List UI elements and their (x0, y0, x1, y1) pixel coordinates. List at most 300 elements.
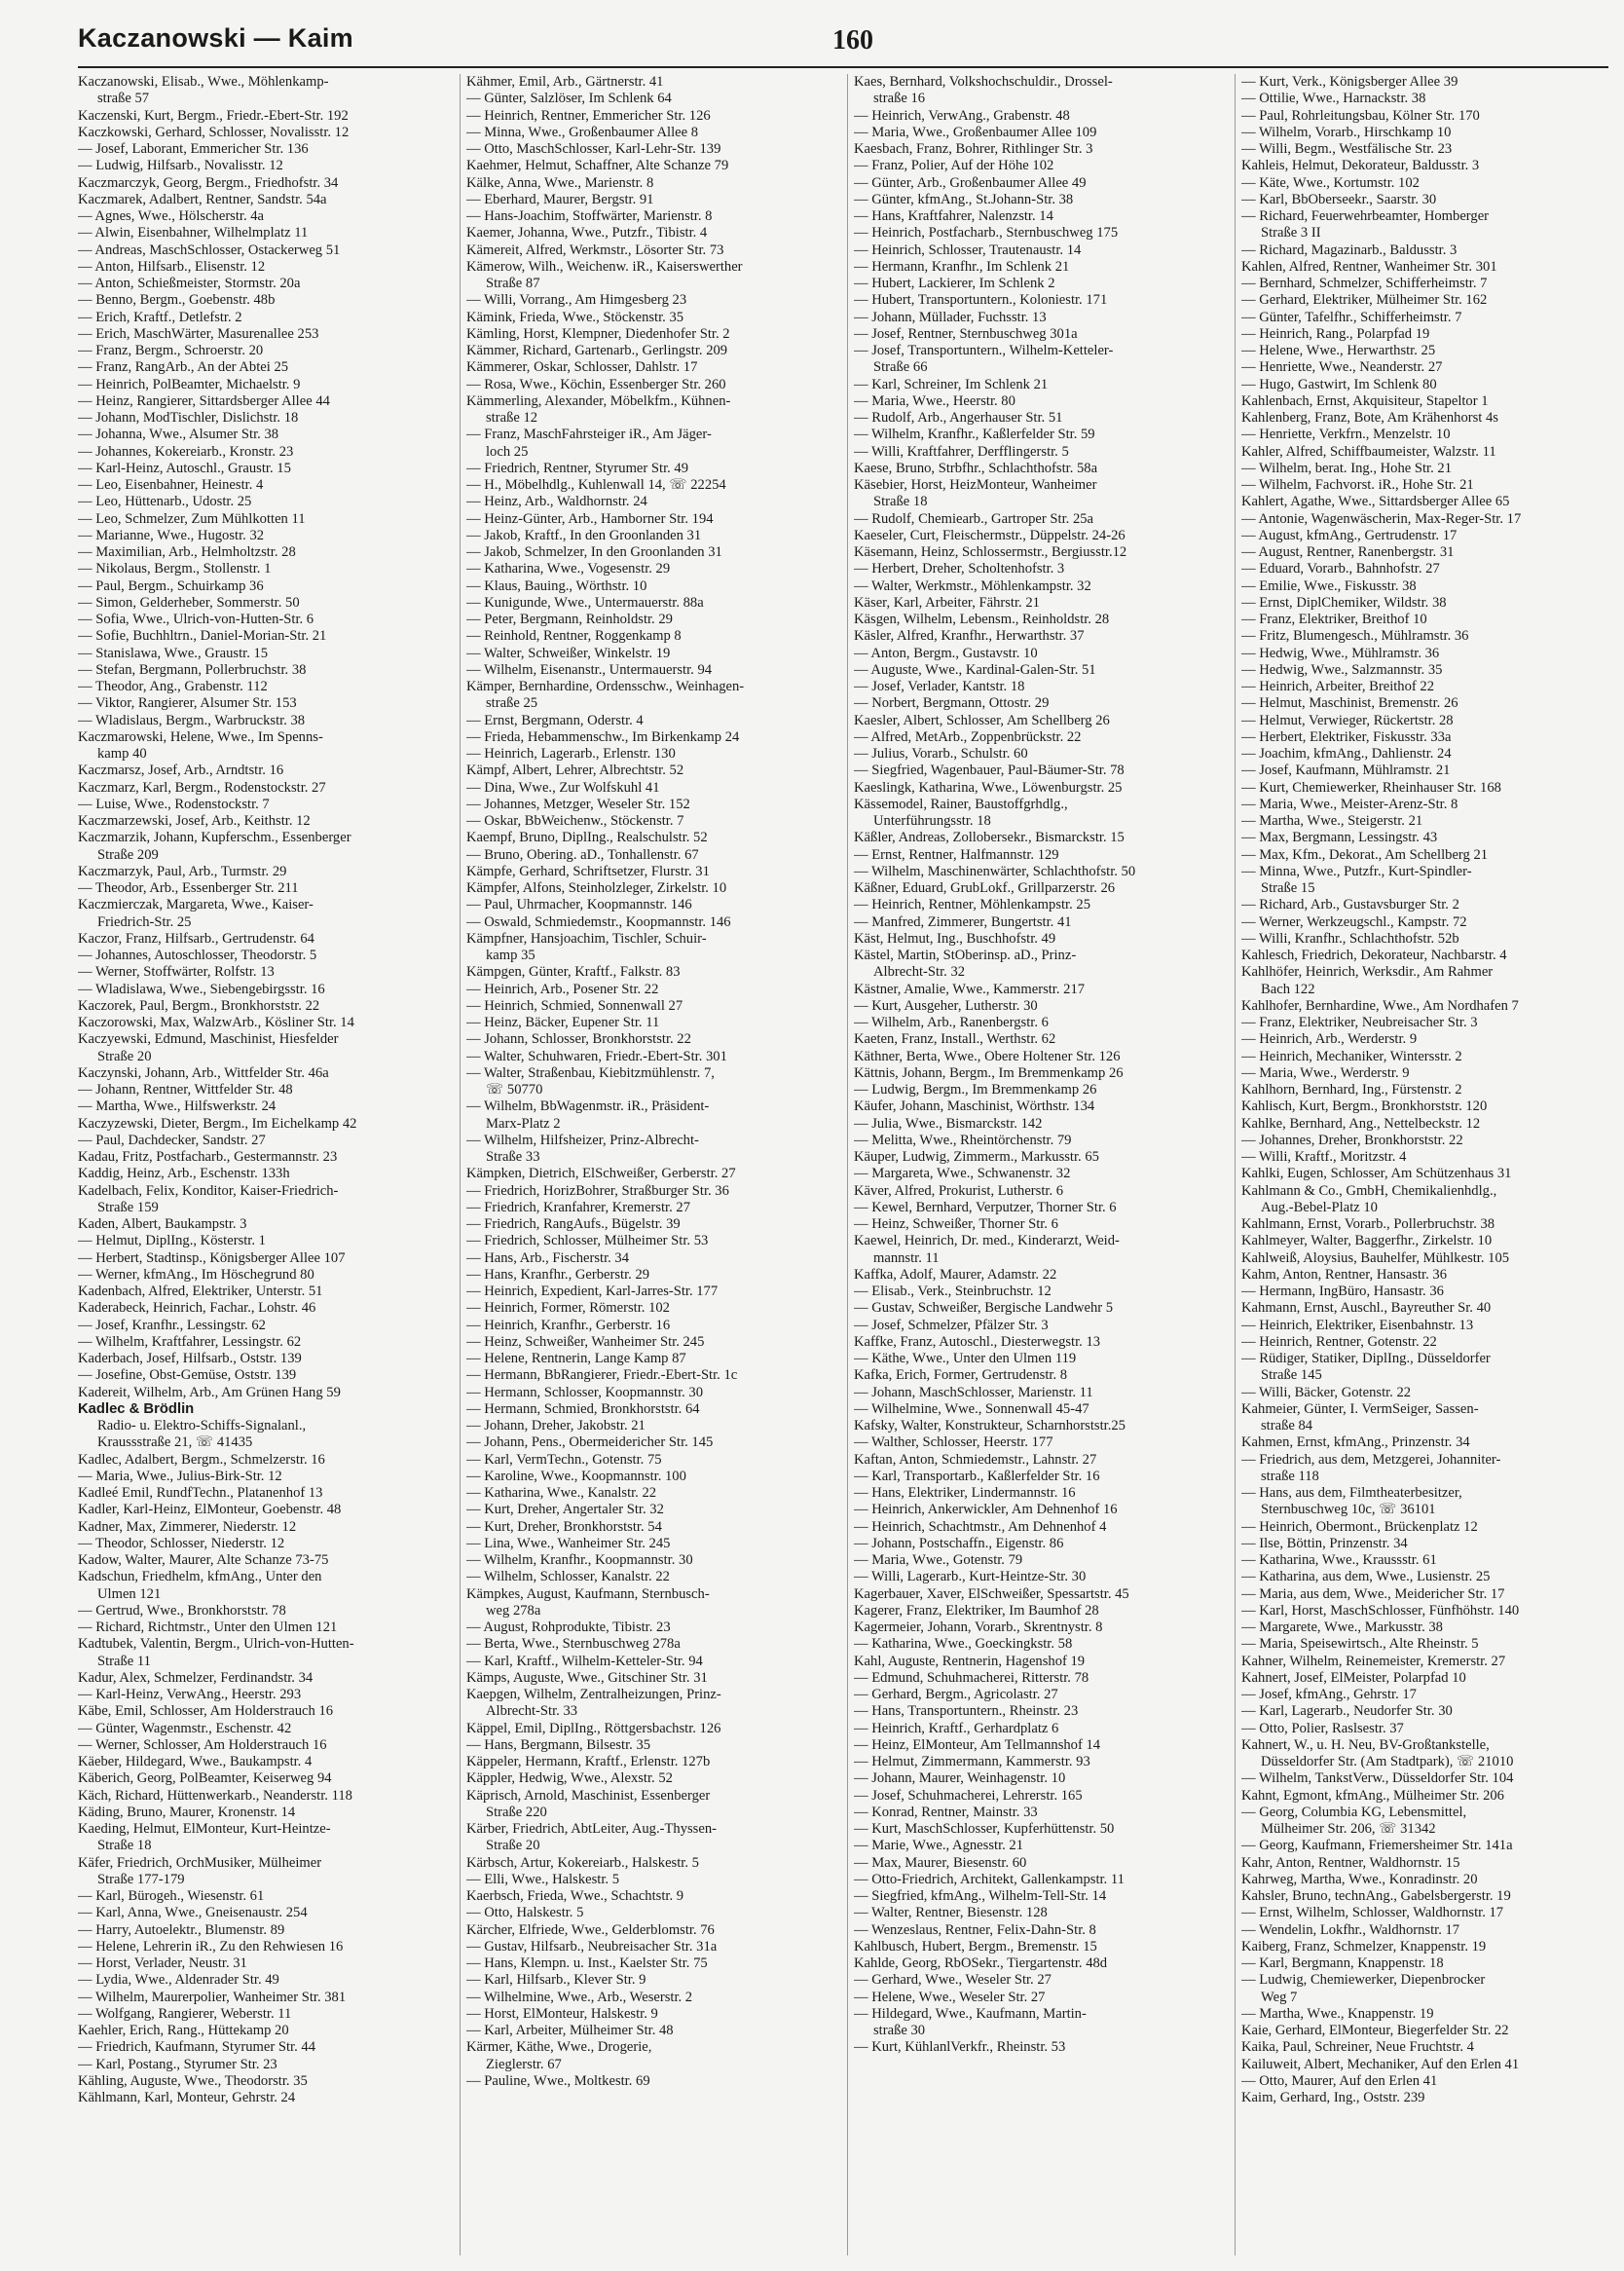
directory-entry: — Frieda, Hebammenschw., Im Birkenkamp 24 (466, 728, 740, 745)
directory-entry: — Rüdiger, Statiker, DiplIng., Düsseldorfer (1241, 1351, 1491, 1366)
directory-entry: Düsseldorfer Str. (Am Stadtpark), ☏ 21010 (1261, 1754, 1514, 1769)
directory-entry: Straße 177-179 (97, 1871, 185, 1887)
directory-entry: — Benno, Bergm., Goebenstr. 48b (78, 292, 276, 309)
directory-entry: — Karl, Bergmann, Knappenstr. 18 (1241, 1955, 1444, 1971)
directory-entry: — Walter, Rentner, Biesenstr. 128 (854, 1905, 1048, 1921)
directory-entry: Käst, Helmut, Ing., Buschhofstr. 49 (854, 930, 1056, 947)
directory-entry: — Erich, Kraftf., Detlefstr. 2 (78, 309, 242, 325)
directory-entry: — Werner, kfmAng., Im Höschegrund 80 (78, 1266, 314, 1283)
directory-entry: Kaczmarsz, Josef, Arb., Arndtstr. 16 (78, 763, 284, 779)
directory-entry: Straße 3 II (1261, 225, 1321, 242)
directory-entry: — Heinrich, PolBeamter, Michaelstr. 9 (78, 376, 301, 392)
directory-entry: Kahmeier, Günter, I. VermSeiger, Sassen- (1241, 1400, 1479, 1417)
directory-entry: Kaczor, Franz, Hilfsarb., Gertrudenstr. 64 (78, 930, 314, 947)
directory-entry: Kaddig, Heinz, Arb., Eschenstr. 133h (78, 1166, 290, 1182)
directory-entry: — Josefine, Obst-Gemüse, Oststr. 139 (78, 1367, 297, 1384)
directory-entry: Kaczmarzewski, Josef, Arb., Keithstr. 12 (78, 813, 311, 829)
directory-entry: Kämmerling, Alexander, Möbelkfm., Kühnen- (466, 392, 731, 409)
directory-entry: — Heinrich, Arb., Posener Str. 22 (466, 981, 659, 997)
directory-entry: Kaffke, Franz, Autoschl., Diesterwegstr. 13 (854, 1333, 1101, 1350)
directory-entry: Käfer, Friedrich, OrchMusiker, Mülheimer (78, 1854, 322, 1871)
directory-entry: — H., Möbelhdlg., Kuhlenwall 14, ☏ 22254 (466, 477, 726, 493)
directory-entry: — Marie, Wwe., Agnesstr. 21 (854, 1838, 1024, 1854)
directory-entry: — Max, Kfm., Dekorat., Am Schellberg 21 (1241, 846, 1489, 863)
directory-entry: — Helene, Wwe., Weseler Str. 27 (854, 1989, 1046, 2005)
directory-entry: — Maria, Wwe., Meister-Arenz-Str. 8 (1241, 796, 1458, 812)
directory-entry: — Werner, Werkzeugschl., Kampstr. 72 (1241, 913, 1467, 930)
directory-entry: ☏ 50770 (486, 1082, 543, 1098)
directory-entry: Kahl, Auguste, Rentnerin, Hagenshof 19 (854, 1653, 1086, 1669)
directory-entry: — Klaus, Bauing., Wörthstr. 10 (466, 577, 647, 594)
directory-entry: Straße 66 (873, 359, 928, 376)
directory-entry: — Ludwig, Hilfsarb., Novalisstr. 12 (78, 158, 283, 174)
directory-entry: — August, kfmAng., Gertrudenstr. 17 (1241, 527, 1458, 543)
directory-entry: — Helene, Lehrerin iR., Zu den Rehwiesen 16 (78, 1938, 344, 1955)
directory-entry: Kärmer, Käthe, Wwe., Drogerie, (466, 2039, 652, 2056)
directory-entry: Straße 145 (1261, 1367, 1322, 1384)
directory-entry: — Josef, Laborant, Emmericher Str. 136 (78, 141, 309, 157)
directory-entry: — Harry, Autoelektr., Blumenstr. 89 (78, 1921, 285, 1938)
directory-entry: Straße 18 (873, 494, 928, 510)
directory-entry: — Joachim, kfmAng., Dahlienstr. 24 (1241, 746, 1452, 762)
directory-entry: Kadler, Karl-Heinz, ElMonteur, Goebenstr. 48 (78, 1502, 342, 1518)
directory-entry: weg 278a (486, 1602, 541, 1619)
directory-entry: Kaeseler, Curt, Fleischermstr., Düppelstr. 24-26 (854, 527, 1126, 543)
directory-entry: — Heinrich, VerwAng., Grabenstr. 48 (854, 107, 1070, 124)
directory-entry: Kahrweg, Martha, Wwe., Konradinstr. 20 (1241, 1871, 1478, 1887)
directory-entry: — Hedwig, Wwe., Mühlramstr. 36 (1241, 645, 1440, 661)
directory-entry: Kaden, Albert, Baukampstr. 3 (78, 1216, 247, 1232)
directory-entry: Radio- u. Elektro-Schiffs-Signalanl., (97, 1418, 307, 1433)
directory-entry: — Kurt, MaschSchlosser, Kupferhüttenstr. 50 (854, 1821, 1115, 1837)
directory-entry: Käprisch, Arnold, Maschinist, Essenberger (466, 1787, 711, 1804)
directory-entry: — Karl, Transportarb., Kaßlerfelder Str. 16 (854, 1468, 1100, 1484)
directory-entry: Kämling, Horst, Klempner, Diedenhofer Str. 2 (466, 325, 730, 342)
directory-entry: — Wilhelm, Kraftfahrer, Lessingstr. 62 (78, 1333, 302, 1350)
directory-entry: Kahlisch, Kurt, Bergm., Bronkhorststr. 120 (1241, 1098, 1488, 1115)
directory-entry: kamp 35 (486, 948, 535, 963)
directory-entry: Kaczmarek, Adalbert, Rentner, Sandstr. 54a (78, 191, 327, 207)
directory-entry: — Hans, Kranfhr., Gerberstr. 29 (466, 1266, 650, 1283)
directory-entry: — Hedwig, Wwe., Salzmannstr. 35 (1241, 661, 1443, 678)
directory-entry: — Wilhelm, TankstVerw., Düsseldorfer Str. 104 (1241, 1770, 1514, 1787)
directory-entry: — Ernst, Wilhelm, Schlosser, Waldhornstr. 17 (1241, 1905, 1504, 1921)
directory-entry: Kaczanowski, Elisab., Wwe., Möhlenkamp- (78, 74, 329, 90)
directory-entry: — Maria, Wwe., Heerstr. 80 (854, 392, 1015, 409)
directory-entry: Kahlki, Eugen, Schlosser, Am Schützenhaus 31 (1241, 1166, 1512, 1182)
directory-entry: — Heinrich, Former, Römerstr. 102 (466, 1300, 670, 1317)
directory-entry: — Julius, Vorarb., Schulstr. 60 (854, 746, 1028, 762)
directory-entry: — Wilhelm, Kranfhr., Koopmannstr. 30 (466, 1552, 693, 1568)
directory-entry: Kahlenberg, Franz, Bote, Am Krähenhorst 4s (1241, 410, 1498, 426)
directory-entry: — Wilhelm, Fachvorst. iR., Hohe Str. 21 (1241, 477, 1474, 493)
directory-entry: — Theodor, Arb., Essenberger Str. 211 (78, 880, 299, 896)
directory-entry: — Wilhelm, Vorarb., Hirschkamp 10 (1241, 124, 1452, 140)
directory-entry: Kättnis, Johann, Bergm., Im Bremmenkamp 26 (854, 1064, 1124, 1081)
directory-entry: — Hans, Arb., Fischerstr. 34 (466, 1249, 630, 1266)
directory-entry: Käsebier, Horst, HeizMonteur, Wanheimer (854, 477, 1097, 493)
directory-entry: — Hermann, IngBüro, Hansastr. 36 (1241, 1284, 1444, 1299)
directory-entry: Kärcher, Elfriede, Wwe., Gelderblomstr. 76 (466, 1921, 715, 1938)
page-number: 160 (832, 25, 873, 56)
directory-entry: Marx-Platz 2 (486, 1115, 561, 1132)
directory-entry: — Helmut, Verwieger, Rückertstr. 28 (1241, 712, 1454, 728)
directory-entry: — Wilhelm, Schlosser, Kanalstr. 22 (466, 1569, 670, 1585)
directory-entry: Kahlweiß, Aloysius, Bauhelfer, Mühlkestr. 105 (1241, 1249, 1510, 1266)
directory-entry: — Kewel, Bernhard, Verputzer, Thorner Str. 6 (854, 1199, 1117, 1215)
directory-entry: — Leo, Eisenbahner, Heinestr. 4 (78, 477, 264, 493)
directory-entry: Kästner, Amalie, Wwe., Kammerstr. 217 (854, 981, 1086, 997)
directory-entry: Kahnt, Egmont, kfmAng., Mülheimer Str. 206 (1241, 1787, 1504, 1804)
directory-entry: Kämmerer, Oskar, Schlosser, Dahlstr. 17 (466, 359, 698, 376)
directory-entry: Kadelbach, Felix, Konditor, Kaiser-Friedrich- (78, 1182, 339, 1199)
directory-entry: — Kurt, Dreher, Angertaler Str. 32 (466, 1502, 664, 1518)
directory-entry: — Marianne, Wwe., Hugostr. 32 (78, 527, 265, 543)
directory-entry: Käch, Richard, Hüttenwerkarb., Neanderstr. 118 (78, 1787, 352, 1804)
directory-entry: Zieglerstr. 67 (486, 2056, 562, 2072)
directory-entry: — Friedrich, Schlosser, Mülheimer Str. 53 (466, 1233, 709, 1249)
directory-entry: — Franz, Polier, Auf der Höhe 102 (854, 158, 1054, 174)
directory-entry: Kahlke, Bernhard, Ang., Nettelbeckstr. 12 (1241, 1115, 1481, 1132)
directory-entry: — Erich, MaschWärter, Masurenallee 253 (78, 325, 319, 342)
directory-entry: — Richard, Feuerwehrbeamter, Homberger (1241, 208, 1490, 224)
directory-entry: — Jakob, Kraftf., In den Groonlanden 31 (466, 527, 702, 543)
directory-entry: — Heinrich, Postfacharb., Sternbuschweg 175 (854, 225, 1119, 242)
directory-entry: Kahlert, Agathe, Wwe., Sittardsberger Allee 65 (1241, 494, 1510, 510)
directory-entry: — Hans, Klempn. u. Inst., Kaelster Str. 75 (466, 1955, 708, 1971)
directory-entry: — Karl, Horst, MaschSchlosser, Fünfhöhstr. 140 (1241, 1602, 1520, 1619)
directory-entry: — Hermann, Kranfhr., Im Schlenk 21 (854, 258, 1070, 275)
directory-entry: — Wilhelmine, Wwe., Arb., Weserstr. 2 (466, 1989, 693, 2005)
directory-entry: — Karl, Anna, Wwe., Gneisenaustr. 254 (78, 1905, 308, 1921)
directory-entry: Kaesler, Albert, Schlosser, Am Schellberg 26 (854, 712, 1110, 728)
directory-entry: Kaczmarzyk, Paul, Arb., Turmstr. 29 (78, 863, 287, 879)
directory-entry: Kähmer, Emil, Arb., Gärtnerstr. 41 (466, 74, 664, 90)
directory-entry: Straße 11 (97, 1653, 151, 1669)
directory-entry: Kadau, Fritz, Postfacharb., Gestermannstr. 23 (78, 1149, 338, 1165)
directory-entry: Friedrich-Str. 25 (97, 913, 192, 930)
directory-entry: — Johannes, Autoschlosser, Theodorstr. 5 (78, 948, 317, 963)
directory-entry: — Siegfried, Wagenbauer, Paul-Bäumer-Str. 78 (854, 763, 1125, 779)
directory-entry: — Josef, Verlader, Kantstr. 18 (854, 679, 1025, 694)
directory-entry: — Hans, Elektriker, Lindermannstr. 16 (854, 1485, 1076, 1501)
directory-entry: — Wenzeslaus, Rentner, Felix-Dahn-Str. 8 (854, 1921, 1096, 1938)
directory-entry: Straße 18 (97, 1838, 152, 1854)
directory-entry: Kaczyewski, Edmund, Maschinist, Hiesfelder (78, 1031, 339, 1048)
directory-entry: mannstr. 11 (873, 1249, 940, 1266)
directory-entry: — Walter, Schuhwaren, Friedr.-Ebert-Str. 301 (466, 1048, 727, 1064)
directory-entry: — Johann, Schlosser, Bronkhorststr. 22 (466, 1031, 691, 1048)
column-4 (1235, 74, 1609, 2255)
directory-entry: — Günter, kfmAng., St.Johann-Str. 38 (854, 191, 1074, 207)
directory-entry: Kagerbauer, Xaver, ElSchweißer, Spessartstr. 45 (854, 1585, 1129, 1602)
directory-entry: — Horst, Verlader, Neustr. 31 (78, 1955, 247, 1971)
directory-entry: — Manfred, Zimmerer, Bungertstr. 41 (854, 913, 1072, 930)
directory-entry: Käppler, Hedwig, Wwe., Alexstr. 52 (466, 1770, 673, 1787)
directory-entry: Kästel, Martin, StOberinsp. aD., Prinz- (854, 948, 1077, 963)
directory-entry: — Kurt, KühlanlVerkfr., Rheinstr. 53 (854, 2039, 1066, 2056)
directory-entry: Kadleé Emil, RundfTechn., Platanenhof 13 (78, 1485, 323, 1501)
directory-entry: — Josef, Transportuntern., Wilhelm-Ketteler- (854, 343, 1114, 358)
directory-entry: — Hubert, Lackierer, Im Schlenk 2 (854, 276, 1055, 291)
directory-entry: kamp 40 (97, 746, 147, 762)
directory-entry: — Karl, Schreiner, Im Schlenk 21 (854, 376, 1049, 392)
directory-entry: — Kurt, Ausgeher, Lutherstr. 30 (854, 997, 1038, 1014)
directory-entry: — Viktor, Rangierer, Alsumer Str. 153 (78, 695, 297, 712)
directory-entry: Kahlmann & Co., GmbH, Chemikalienhdlg., (1241, 1182, 1497, 1199)
directory-entry: — Kurt, Verk., Königsberger Allee 39 (1241, 74, 1458, 90)
directory-entry: Straße 159 (97, 1199, 159, 1215)
directory-entry: — Otto, Maurer, Auf den Erlen 41 (1241, 2072, 1438, 2089)
directory-entry: — Otto, Halskestr. 5 (466, 1905, 584, 1921)
directory-entry: — Walter, Werkmstr., Möhlenkampstr. 32 (854, 577, 1091, 594)
directory-entry: — Karl, Lagerarb., Neudorfer Str. 30 (1241, 1703, 1453, 1720)
directory-entry: — Maria, Wwe., Großenbaumer Allee 109 (854, 124, 1097, 140)
directory-entry: — Minna, Wwe., Großenbaumer Allee 8 (466, 124, 699, 140)
directory-entry: — Josef, Schmelzer, Pfälzer Str. 3 (854, 1317, 1049, 1333)
directory-entry: — Richard, Arb., Gustavsburger Str. 2 (1241, 897, 1459, 913)
directory-entry: — Heinz, Schweißer, Thorner Str. 6 (854, 1216, 1058, 1232)
directory-entry: Straße 20 (486, 1838, 540, 1854)
directory-entry: — Karl-Heinz, VerwAng., Heerstr. 293 (78, 1687, 302, 1702)
directory-entry: Käsemann, Heinz, Schlossermstr., Bergiusstr.12 (854, 544, 1127, 560)
directory-entry: — Willi, Begm., Westfälische Str. 23 (1241, 141, 1453, 157)
directory-entry: Kaeslingk, Katharina, Wwe., Löwenburgstr. 25 (854, 779, 1123, 796)
directory-entry: Mülheimer Str. 206, ☏ 31342 (1261, 1821, 1436, 1837)
directory-entry: — Heinrich, Ankerwickler, Am Dehnenhof 16 (854, 1502, 1118, 1518)
directory-entry: — Heinz, Bäcker, Eupener Str. 11 (466, 1015, 660, 1030)
directory-entry: — Heinz, Arb., Waldhornstr. 24 (466, 494, 647, 510)
directory-entry: — Ludwig, Chemiewerker, Diepenbrocker (1241, 1972, 1486, 1989)
column-2 (460, 74, 829, 2255)
directory-entry: Kaes, Bernhard, Volkshochschuldir., Drossel- (854, 74, 1113, 90)
directory-entry: — Wladislawa, Wwe., Siebengebirgsstr. 16 (78, 981, 325, 997)
directory-entry: — Hildegard, Wwe., Kaufmann, Martin- (854, 2005, 1087, 2022)
directory-entry: — Eberhard, Maurer, Bergstr. 91 (466, 191, 654, 207)
directory-entry: — Heinz, ElMonteur, Am Tellmannshof 14 (854, 1736, 1101, 1753)
directory-entry: Kadlec, Adalbert, Bergm., Schmelzerstr. 16 (78, 1451, 325, 1468)
directory-entry: Kämps, Auguste, Wwe., Gitschiner Str. 31 (466, 1669, 708, 1686)
directory-entry: — Johann, MaschSchlosser, Marienstr. 11 (854, 1384, 1093, 1400)
running-head: Kaczanowski — Kaim (78, 23, 353, 53)
directory-entry: — Karl, Bürogeh., Wiesenstr. 61 (78, 1888, 265, 1904)
directory-entry: — Karl-Heinz, Autoschl., Graustr. 15 (78, 460, 291, 476)
directory-entry: Kagerer, Franz, Elektriker, Im Baumhof 28 (854, 1602, 1099, 1619)
directory-entry: Kaftan, Anton, Schmiedemstr., Lahnstr. 27 (854, 1451, 1097, 1468)
directory-entry: Straße 33 (486, 1149, 540, 1165)
directory-entry: — Georg, Kaufmann, Friemersheimer Str. 141a (1241, 1838, 1513, 1854)
directory-entry: — Johann, Pens., Obermeidericher Str. 145 (466, 1434, 714, 1451)
directory-entry: Kafka, Erich, Former, Gertrudenstr. 8 (854, 1367, 1068, 1384)
directory-entry: Kahm, Anton, Rentner, Hansastr. 36 (1241, 1266, 1447, 1283)
directory-entry: Kaewel, Heinrich, Dr. med., Kinderarzt, Weid- (854, 1233, 1120, 1249)
directory-entry: Kaczorowski, Max, WalzwArb., Kösliner Str. 14 (78, 1015, 354, 1030)
directory-entry: — Heinrich, Kraftf., Gerhardplatz 6 (854, 1720, 1059, 1736)
directory-entry: Käser, Karl, Arbeiter, Fährstr. 21 (854, 594, 1040, 611)
directory-entry: — Paul, Rohrleitungsbau, Kölner Str. 170 (1241, 107, 1480, 124)
directory-entry: — Melitta, Wwe., Rheintörchenstr. 79 (854, 1132, 1072, 1148)
directory-entry: — Franz, MaschFahrsteiger iR., Am Jäger- (466, 427, 712, 443)
directory-entry: — Johannes, Kokereiarb., Kronstr. 23 (78, 443, 294, 460)
directory-entry: — Josef, kfmAng., Gehrstr. 17 (1241, 1687, 1417, 1702)
directory-entry: — Hans-Joachim, Stoffwärter, Marienstr. 8 (466, 208, 713, 224)
directory-entry: — Fritz, Blumengesch., Mühlramstr. 36 (1241, 628, 1469, 645)
directory-entry: — Helmut, Maschinist, Bremenstr. 26 (1241, 695, 1458, 712)
directory-entry: — Anton, Schießmeister, Stormstr. 20a (78, 276, 301, 291)
directory-entry: — Hermann, BbRangierer, Friedr.-Ebert-Str. 1c (466, 1367, 738, 1384)
directory-entry: straße 118 (1261, 1468, 1319, 1484)
directory-entry: — Paul, Uhrmacher, Koopmannstr. 146 (466, 897, 692, 913)
directory-entry: — Herbert, Stadtinsp., Königsberger Allee 107 (78, 1249, 346, 1266)
directory-entry: — Katharina, Wwe., Goeckingkstr. 58 (854, 1636, 1073, 1653)
directory-entry: — Heinrich, Schlosser, Trautenaustr. 14 (854, 242, 1082, 258)
directory-entry: — Josef, Schuhmacherei, Lehrerstr. 165 (854, 1787, 1083, 1804)
directory-entry: Kadner, Max, Zimmerer, Niederstr. 12 (78, 1518, 297, 1535)
directory-entry: — Johann, Maurer, Weinhagenstr. 10 (854, 1770, 1066, 1787)
directory-entry: Kahlmeyer, Walter, Baggerfhr., Zirkelstr. 10 (1241, 1233, 1493, 1249)
directory-columns (78, 74, 1608, 2260)
directory-entry: — Kurt, Chemiewerker, Rheinhauser Str. 168 (1241, 779, 1501, 796)
directory-entry: — Franz, Elektriker, Breithof 10 (1241, 612, 1427, 627)
directory-entry: — Heinrich, Arb., Werderstr. 9 (1241, 1031, 1418, 1048)
directory-entry: Bach 122 (1261, 981, 1315, 997)
directory-entry: — Stanislawa, Wwe., Graustr. 15 (78, 645, 269, 661)
directory-entry: Kaeding, Helmut, ElMonteur, Kurt-Heintze- (78, 1821, 331, 1837)
directory-entry: — Stefan, Bergmann, Pollerbruchstr. 38 (78, 661, 307, 678)
directory-entry: — Helene, Rentnerin, Lange Kamp 87 (466, 1351, 686, 1366)
directory-entry: Kaczmarowski, Helene, Wwe., Im Spenns- (78, 728, 323, 745)
directory-entry: — Josef, Rentner, Sternbuschweg 301a (854, 325, 1078, 342)
directory-entry: — Hans, Transportuntern., Rheinstr. 23 (854, 1703, 1079, 1720)
directory-entry: — Margareta, Wwe., Schwanenstr. 32 (854, 1166, 1071, 1182)
directory-entry: — Alwin, Eisenbahner, Wilhelmplatz 11 (78, 225, 309, 242)
directory-entry: Käver, Alfred, Prokurist, Lutherstr. 6 (854, 1182, 1064, 1199)
directory-entry: Kaepgen, Wilhelm, Zentralheizungen, Prinz- (466, 1687, 721, 1702)
directory-entry: — Wilhelm, berat. Ing., Hohe Str. 21 (1241, 460, 1452, 476)
directory-entry: — Bernhard, Schmelzer, Schifferheimstr. 7 (1241, 276, 1488, 291)
directory-entry: — Franz, RangArb., An der Abtei 25 (78, 359, 289, 376)
directory-entry: — Heinrich, Rentner, Emmericher Str. 126 (466, 107, 711, 124)
directory-entry: Kässemodel, Rainer, Baustoffgrhdlg., (854, 796, 1068, 812)
directory-entry: — Elli, Wwe., Halskestr. 5 (466, 1871, 619, 1887)
directory-entry: — Otto-Friedrich, Architekt, Gallenkampstr. 11 (854, 1871, 1125, 1887)
directory-entry: Kahlde, Georg, RbOSekr., Tiergartenstr. 48d (854, 1955, 1108, 1971)
directory-entry: — Otto, Polier, Raslsestr. 37 (1241, 1720, 1404, 1736)
directory-entry: straße 16 (873, 91, 926, 107)
directory-entry: Kählmann, Karl, Monteur, Gehrstr. 24 (78, 2090, 296, 2105)
directory-entry: — Hermann, Schmied, Bronkhorststr. 64 (466, 1400, 700, 1417)
directory-entry: — Gertrud, Wwe., Bronkhorststr. 78 (78, 1602, 286, 1619)
directory-entry: Kadur, Alex, Schmelzer, Ferdinandstr. 34 (78, 1669, 314, 1686)
directory-entry: — Theodor, Ang., Grabenstr. 112 (78, 679, 268, 694)
directory-entry: Käeber, Hildegard, Wwe., Baukampstr. 4 (78, 1754, 313, 1769)
directory-entry: — Heinrich, Lagerarb., Erlenstr. 130 (466, 746, 676, 762)
directory-entry: — Agnes, Wwe., Hölscherstr. 4a (78, 208, 265, 224)
directory-entry: — Ernst, Bergmann, Oderstr. 4 (466, 712, 644, 728)
directory-entry: — Herbert, Elektriker, Fiskusstr. 33a (1241, 728, 1452, 745)
directory-entry: — Pauline, Wwe., Moltkestr. 69 (466, 2072, 650, 2089)
directory-entry: — Ottilie, Wwe., Harnackstr. 38 (1241, 91, 1426, 107)
directory-entry: — Hugo, Gastwirt, Im Schlenk 80 (1241, 376, 1437, 392)
directory-entry: — Heinrich, Arbeiter, Breithof 22 (1241, 679, 1434, 694)
directory-entry: Kaiberg, Franz, Schmelzer, Knappenstr. 19 (1241, 1938, 1487, 1955)
directory-entry: — Sofia, Wwe., Ulrich-von-Hutten-Str. 6 (78, 612, 314, 627)
directory-entry: Kailuweit, Albert, Mechaniker, Auf den Erlen 41 (1241, 2056, 1520, 2072)
directory-entry: — Richard, Richtmstr., Unter den Ulmen 121 (78, 1619, 338, 1635)
directory-entry: — Johann, Postschaffn., Eigenstr. 86 (854, 1535, 1064, 1551)
directory-entry: Käsgen, Wilhelm, Lebensm., Reinholdstr. 28 (854, 612, 1110, 627)
directory-entry: Kämereit, Alfred, Werkmstr., Lösorter Str. 73 (466, 242, 724, 258)
directory-entry: — Lina, Wwe., Wanheimer Str. 245 (466, 1535, 671, 1551)
directory-entry: Straße 209 (97, 846, 159, 863)
directory-entry: — Kurt, Dreher, Bronkhorststr. 54 (466, 1518, 662, 1535)
directory-entry: Kaderabeck, Heinrich, Fachar., Lohstr. 46 (78, 1300, 316, 1317)
directory-entry: Kafsky, Walter, Konstrukteur, Scharnhorststr.25 (854, 1418, 1126, 1433)
directory-entry: — Karl, BbOberseekr., Saarstr. 30 (1241, 191, 1437, 207)
directory-entry: Käufer, Johann, Maschinist, Wörthstr. 134 (854, 1098, 1095, 1115)
directory-entry: Straße 220 (486, 1804, 547, 1820)
directory-entry: — Julia, Wwe., Bismarckstr. 142 (854, 1115, 1043, 1132)
directory-entry: — Willi, Lagerarb., Kurt-Heintze-Str. 30 (854, 1569, 1087, 1585)
directory-entry: — Friedrich, Kaufmann, Styrumer Str. 44 (78, 2039, 316, 2056)
directory-entry: — Berta, Wwe., Sternbuschweg 278a (466, 1636, 681, 1653)
directory-entry: Kahlesch, Friedrich, Dekorateur, Nachbarstr. 4 (1241, 948, 1507, 963)
directory-entry: straße 30 (873, 2023, 926, 2038)
directory-entry: — Günter, Wagenmstr., Eschenstr. 42 (78, 1720, 292, 1736)
directory-entry: — August, Rentner, Ranenbergstr. 31 (1241, 544, 1455, 560)
directory-entry: — Wilhelm, Arb., Ranenbergstr. 6 (854, 1015, 1049, 1030)
directory-entry: — Maria, Wwe., Gotenstr. 79 (854, 1552, 1023, 1568)
directory-entry: Kaie, Gerhard, ElMonteur, Biegerfelder Str. 22 (1241, 2023, 1509, 2038)
directory-entry: — Leo, Hüttenarb., Udostr. 25 (78, 494, 252, 510)
directory-entry: — Heinrich, Schachtmstr., Am Dehnenhof 4 (854, 1518, 1107, 1535)
directory-entry: — Ludwig, Bergm., Im Bremmenkamp 26 (854, 1082, 1097, 1098)
directory-entry: — Ernst, Rentner, Halfmannstr. 129 (854, 846, 1059, 863)
directory-entry: Kaczmarz, Karl, Bergm., Rodenstockstr. 27 (78, 779, 326, 796)
directory-entry: Käßner, Eduard, GrubLokf., Grillparzerstr. 26 (854, 880, 1116, 896)
directory-entry: — Auguste, Wwe., Kardinal-Galen-Str. 51 (854, 661, 1096, 678)
directory-entry: Kraussstraße 21, ☏ 41435 (97, 1434, 253, 1451)
directory-entry: — Karl, Kraftf., Wilhelm-Ketteler-Str. 94 (466, 1653, 703, 1669)
directory-entry: Kaim, Gerhard, Ing., Oststr. 239 (1241, 2090, 1425, 2105)
directory-entry: Kaczmarzik, Johann, Kupferschm., Essenberger (78, 830, 351, 846)
directory-entry: Kahlhorn, Bernhard, Ing., Fürstenstr. 2 (1241, 1082, 1462, 1098)
directory-entry: — Alfred, MetArb., Zoppenbrückstr. 22 (854, 728, 1082, 745)
directory-entry: Kahnert, Josef, ElMeister, Polarpfad 10 (1241, 1669, 1466, 1686)
directory-entry: — Anton, Bergm., Gustavstr. 10 (854, 645, 1038, 661)
directory-entry: — Antonie, Wagenwäscherin, Max-Reger-Str. 17 (1241, 510, 1522, 527)
directory-entry: Käding, Bruno, Maurer, Kronenstr. 14 (78, 1804, 296, 1820)
directory-entry: — Helmut, DiplIng., Kösterstr. 1 (78, 1233, 266, 1249)
directory-entry: — Katharina, Wwe., Kraussstr. 61 (1241, 1552, 1437, 1568)
directory-entry: — Willi, Kraftfahrer, Derfflingerstr. 5 (854, 443, 1069, 460)
directory-entry: — Walter, Schweißer, Winkelstr. 19 (466, 645, 671, 661)
directory-entry: Kämpkes, August, Kaufmann, Sternbusch- (466, 1585, 710, 1602)
directory-entry: — Karl, VermTechn., Gotenstr. 75 (466, 1451, 662, 1468)
directory-entry: Kälke, Anna, Wwe., Marienstr. 8 (466, 174, 654, 191)
directory-entry: Kahlhöfer, Heinrich, Werksdir., Am Rahmer (1241, 964, 1494, 981)
directory-entry: — Gerhard, Elektriker, Mülheimer Str. 162 (1241, 292, 1488, 309)
directory-entry: — Richard, Magazinarb., Baldusstr. 3 (1241, 242, 1458, 258)
directory-entry: — Willi, Vorrang., Am Himgesberg 23 (466, 292, 687, 309)
directory-entry: — Martha, Wwe., Hilfswerkstr. 24 (78, 1098, 277, 1115)
directory-entry: — Johann, Rentner, Wittfelder Str. 48 (78, 1082, 293, 1098)
directory-entry: Käthner, Berta, Wwe., Obere Holtener Str. 126 (854, 1048, 1121, 1064)
directory-entry: — Werner, Schlosser, Am Holderstrauch 16 (78, 1736, 327, 1753)
directory-entry: Kagermeier, Johann, Vorarb., Skrentnystr. 8 (854, 1619, 1103, 1635)
directory-entry: Kaczorek, Paul, Bergm., Bronkhorststr. 22 (78, 997, 320, 1014)
directory-entry: — Dina, Wwe., Zur Wolfskuhl 41 (466, 779, 660, 796)
